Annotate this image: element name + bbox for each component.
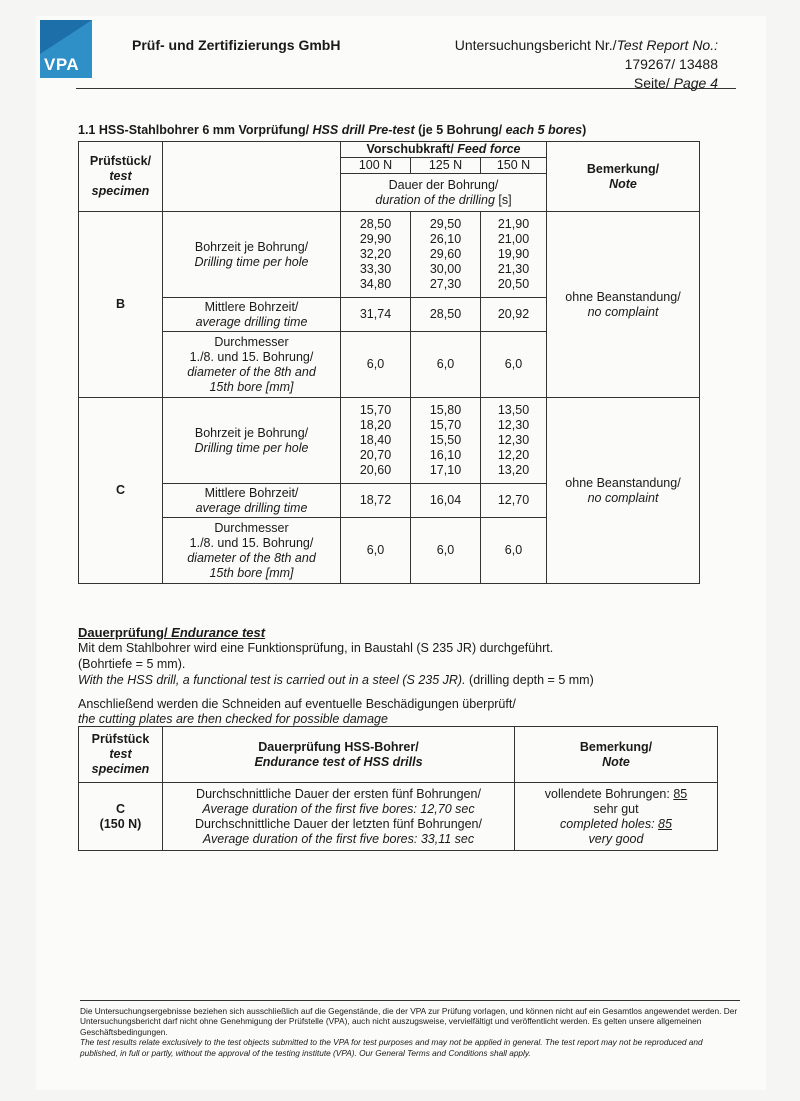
row-label-time <box>163 212 341 298</box>
title-part: ) <box>582 123 587 137</box>
value: 15,80 <box>429 403 462 417</box>
value: 21,30 <box>497 262 530 276</box>
times-cell <box>411 398 481 484</box>
report-label-en: Test Report No.: <box>616 37 718 53</box>
endurance-line-4: Anschließend werden die Schneiden auf eventuelle Beschädigungen überprüft/ <box>78 697 516 711</box>
value: 29,50 <box>429 217 462 231</box>
label-text: diameter of the 8th and <box>187 364 316 379</box>
value: 33,30 <box>359 262 392 276</box>
line-part: (drilling depth = 5 mm) <box>465 673 594 687</box>
dia-value: 6,0 <box>341 332 411 398</box>
dia-value: 6,0 <box>481 332 547 398</box>
header-text: specimen <box>91 762 150 776</box>
logo-text: VPA <box>44 55 80 74</box>
value: 17,10 <box>429 463 462 477</box>
e-note <box>515 783 718 851</box>
value: 28,50 <box>359 217 392 231</box>
value: 13,20 <box>497 463 530 477</box>
e-test-header <box>163 727 515 783</box>
header-text: Prüfstück <box>91 732 150 746</box>
row-label-dia <box>163 518 341 584</box>
label-text: Bohrzeit je Bohrung/ <box>194 425 309 440</box>
footer-text-en: The test results relate exclusively to the test objects submitted to the VPA for test purposes and may not be applied in general. The test report may not be reproduced and published, in full or partly, without the approval of the testing institute (VPA). Our General Terms and Conditions shall apply. <box>80 1037 703 1058</box>
times-cell <box>481 212 547 298</box>
label-text: Mittlere Bohrzeit/ <box>204 299 299 314</box>
vpa-logo <box>40 20 92 78</box>
avg-value: 20,92 <box>481 298 547 332</box>
remark-b <box>547 212 700 398</box>
title-part: each 5 bores <box>505 123 583 137</box>
value: 20,60 <box>359 463 392 477</box>
value: 15,70 <box>429 418 462 432</box>
label-text: 15th bore [mm] <box>209 379 294 394</box>
endurance-line-1: Mit dem Stahlbohrer wird eine Funktionsprüfung, in Baustahl (S 235 JR) durchgeführt. <box>78 641 554 655</box>
remark-text: no complaint <box>587 304 659 319</box>
note-text: completed holes: <box>560 816 659 831</box>
row-label-dia <box>163 332 341 398</box>
value: 15,50 <box>429 433 462 447</box>
title-part: (je 5 Bohrung/ <box>414 123 506 137</box>
header-text: test <box>109 169 132 183</box>
label-text: 1./8. und 15. Bohrung/ <box>189 535 314 550</box>
header-text: Note <box>609 176 637 191</box>
value: 32,20 <box>359 247 392 261</box>
note-value: 85 <box>658 816 672 831</box>
report-label-de: Untersuchungsbericht Nr./ <box>454 37 617 53</box>
dia-value: 6,0 <box>411 518 481 584</box>
label-text: Drilling time per hole <box>194 254 309 269</box>
value: 21,00 <box>497 232 530 246</box>
title-part: 1.1 HSS-Stahlbohrer 6 mm Vorprüfung/ <box>78 123 313 137</box>
note-header <box>547 142 700 212</box>
label-text: diameter of the 8th and <box>187 550 316 565</box>
header-text: Feed force <box>457 142 521 156</box>
row-label-avg <box>163 484 341 518</box>
value: 18,20 <box>359 418 392 432</box>
endurance-line-5: the cutting plates are then checked for possible damage <box>78 712 388 726</box>
result-text: Durchschnittliche Dauer der ersten fünf Bohrungen/ <box>196 786 481 801</box>
endurance-line-2: (Bohrtiefe = 5 mm). <box>78 657 186 671</box>
value: 15,70 <box>359 403 392 417</box>
result-text: Durchschnittliche Dauer der letzten fünf Bohrungen/ <box>195 816 482 831</box>
avg-value: 18,72 <box>341 484 411 518</box>
duration-header <box>341 174 547 212</box>
header-text: Prüfstück/ <box>89 154 152 168</box>
label-text: Durchmesser <box>214 520 289 535</box>
header-text: duration of the drilling <box>375 192 495 207</box>
times-cell <box>411 212 481 298</box>
force-150: 150 N <box>481 158 547 174</box>
title-part: HSS drill Pre-test <box>312 123 415 137</box>
title-part: Endurance test <box>171 625 266 640</box>
header-text: [s] <box>494 192 512 207</box>
footer-text-de: Die Untersuchungsergebnisse beziehen sich ausschließlich auf die Gegenstände, die der VPA zur Prüfung vorlagen, und können nicht auf ein Gesamtlos angewendet werden. Der Untersuchungsbericht darf nicht ohne Genehmigung der Prüfstelle (VPA), auch nicht auszugsweise, vervielfältigt und veröffentlicht werden. Es gelten unsere allgemeinen Geschäftsbedingungen. <box>80 1006 738 1037</box>
specimen-label: C <box>115 801 126 816</box>
dia-value: 6,0 <box>411 332 481 398</box>
remark-text: no complaint <box>587 490 659 505</box>
page-label-en: Page 4 <box>673 75 718 91</box>
remark-text: ohne Beanstandung/ <box>565 289 681 304</box>
pretest-table <box>78 141 700 584</box>
logo-wedge <box>40 20 92 54</box>
label-text: 1./8. und 15. Bohrung/ <box>189 349 314 364</box>
value: 18,40 <box>359 433 392 447</box>
value: 12,30 <box>497 418 530 432</box>
company-name: Prüf- und Zertifizierungs GmbH <box>132 37 341 53</box>
label-text: 15th bore [mm] <box>209 565 294 580</box>
note-text: vollendete Bohrungen: <box>544 786 674 801</box>
result-text: Average duration of the first five bores: 12,70 sec <box>202 801 475 816</box>
result-text: Average duration of the first five bores: 33,11 sec <box>202 831 475 846</box>
times-cell <box>341 212 411 298</box>
value: 29,60 <box>429 247 462 261</box>
specimen-header <box>79 142 163 212</box>
header-text: test <box>109 747 132 761</box>
note-text: very good <box>588 831 644 846</box>
force-100: 100 N <box>341 158 411 174</box>
title-part: Dauerprüfung/ <box>78 625 172 640</box>
note-value: 85 <box>673 786 688 801</box>
value: 21,90 <box>497 217 530 231</box>
value: 34,80 <box>359 277 392 291</box>
e-specimen-header <box>79 727 163 783</box>
e-results <box>163 783 515 851</box>
value: 16,10 <box>429 448 462 462</box>
value: 20,70 <box>359 448 392 462</box>
label-text: Drilling time per hole <box>194 440 309 455</box>
avg-value: 16,04 <box>411 484 481 518</box>
endurance-table <box>78 726 718 851</box>
header-text: Bemerkung/ <box>586 161 660 176</box>
row-label-avg <box>163 298 341 332</box>
endurance-line-3 <box>78 673 594 689</box>
header-text: Dauer der Bohrung/ <box>388 177 499 192</box>
label-text: Durchmesser <box>214 334 289 349</box>
header-text: specimen <box>91 184 150 198</box>
label-text: Mittlere Bohrzeit/ <box>204 485 299 500</box>
avg-value: 12,70 <box>481 484 547 518</box>
times-cell <box>481 398 547 484</box>
page-label-de: Seite/ <box>633 75 674 91</box>
value: 13,50 <box>497 403 530 417</box>
specimen-b: B <box>79 212 163 398</box>
label-text: average drilling time <box>195 314 308 329</box>
header-text: Dauerprüfung HSS-Bohrer/ <box>258 739 419 754</box>
specimen-force: (150 N) <box>99 816 142 831</box>
value: 30,00 <box>429 262 462 276</box>
remark-c <box>547 398 700 584</box>
header-text: Vorschubkraft/ <box>366 142 458 156</box>
times-cell <box>341 398 411 484</box>
e-note-header <box>515 727 718 783</box>
avg-value: 31,74 <box>341 298 411 332</box>
force-125: 125 N <box>411 158 481 174</box>
value: 12,20 <box>497 448 530 462</box>
header-rule <box>76 88 736 89</box>
value: 19,90 <box>497 247 530 261</box>
avg-value: 28,50 <box>411 298 481 332</box>
section-title <box>78 123 586 137</box>
dia-value: 6,0 <box>341 518 411 584</box>
empty-header <box>163 142 341 212</box>
footer-rule <box>80 1000 740 1001</box>
footer-disclaimer <box>80 1006 740 1058</box>
row-label-time <box>163 398 341 484</box>
value: 26,10 <box>429 232 462 246</box>
label-text: average drilling time <box>195 500 308 515</box>
line-part: With the HSS drill, a functional test is carried out in a steel (S 235 JR). <box>78 673 466 687</box>
header-text: Endurance test of HSS drills <box>254 754 423 769</box>
remark-text: ohne Beanstandung/ <box>565 475 681 490</box>
report-info <box>455 36 718 93</box>
label-text: Bohrzeit je Bohrung/ <box>194 239 309 254</box>
header-text: Bemerkung/ <box>579 739 653 754</box>
dia-value: 6,0 <box>481 518 547 584</box>
value: 12,30 <box>497 433 530 447</box>
value: 20,50 <box>497 277 530 291</box>
endurance-title <box>78 625 265 640</box>
note-text: sehr gut <box>593 801 639 816</box>
report-number: 179267/ 13488 <box>624 56 718 72</box>
specimen-c: C <box>79 398 163 584</box>
header-text: Note <box>602 754 630 769</box>
e-specimen <box>79 783 163 851</box>
value: 29,90 <box>359 232 392 246</box>
value: 27,30 <box>429 277 462 291</box>
feed-force-header <box>341 142 547 158</box>
